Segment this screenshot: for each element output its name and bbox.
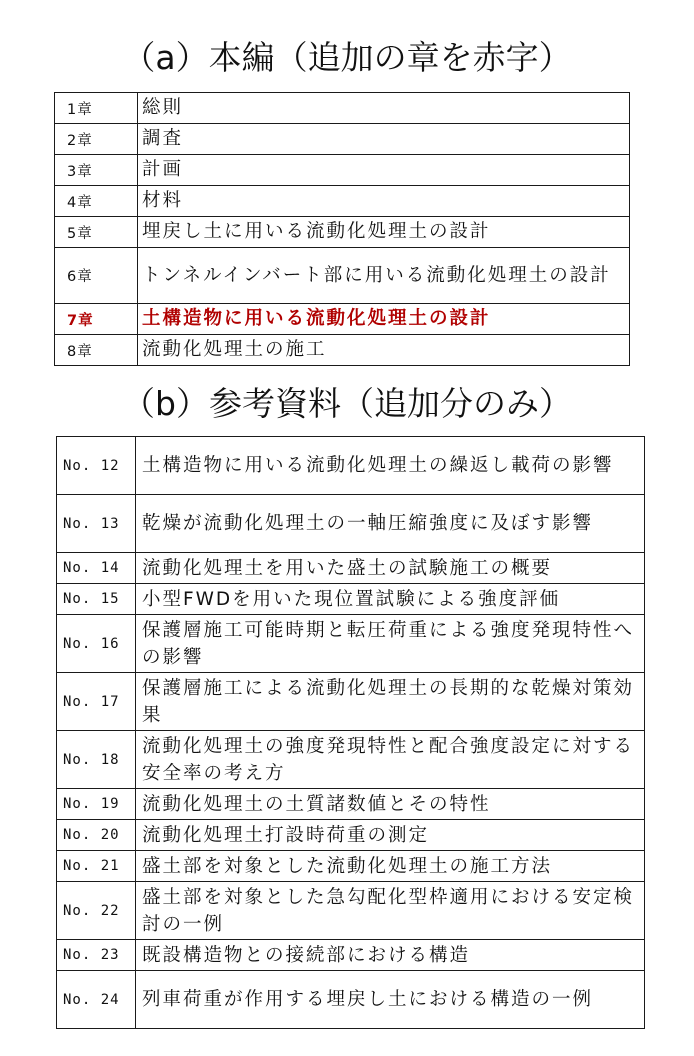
chapter-number: 1章 (55, 93, 138, 124)
table-row (57, 882, 645, 940)
table-row (57, 789, 645, 820)
reference-title: 盛土部を対象とした流動化処理土の施工方法 (136, 851, 645, 882)
reference-title: 保護層施工可能時期と転圧荷重による強度発現特性への影響 (136, 615, 645, 673)
table-row (57, 971, 645, 1029)
table-row (55, 155, 630, 186)
reference-title: 小型FWDを用いた現位置試験による強度評価 (136, 584, 645, 615)
reference-number: No. 24 (57, 971, 136, 1029)
chapter-number: 4章 (55, 186, 138, 217)
reference-number: No. 13 (57, 495, 136, 553)
table-row (57, 553, 645, 584)
table-row (57, 851, 645, 882)
chapter-number: 6章 (55, 248, 138, 304)
table-row (57, 731, 645, 789)
reference-title: 流動化処理土を用いた盛土の試験施工の概要 (136, 553, 645, 584)
table-row (55, 335, 630, 366)
reference-title: 盛土部を対象とした急勾配化型枠適用における安定検討の一例 (136, 882, 645, 940)
reference-number: No. 22 (57, 882, 136, 940)
chapter-table (54, 92, 630, 366)
reference-title: 流動化処理土の強度発現特性と配合強度設定に対する安全率の考え方 (136, 731, 645, 789)
reference-number: No. 14 (57, 553, 136, 584)
table-row (57, 495, 645, 553)
table-row (57, 437, 645, 495)
reference-number: No. 18 (57, 731, 136, 789)
chapter-title: 土構造物に用いる流動化処理土の設計 (138, 304, 630, 335)
chapter-title: 計画 (138, 155, 630, 186)
table-row (55, 186, 630, 217)
chapter-number: 7章 (55, 304, 138, 335)
chapter-title: トンネルインバート部に用いる流動化処理土の設計 (138, 248, 630, 304)
chapter-number: 3章 (55, 155, 138, 186)
table-row (57, 673, 645, 731)
table-row (55, 248, 630, 304)
chapter-title: 調査 (138, 124, 630, 155)
table-row (57, 584, 645, 615)
chapter-number: 5章 (55, 217, 138, 248)
chapter-title: 埋戻し土に用いる流動化処理土の設計 (138, 217, 630, 248)
table-row (57, 615, 645, 673)
chapter-title: 総則 (138, 93, 630, 124)
reference-number: No. 21 (57, 851, 136, 882)
chapter-title: 材料 (138, 186, 630, 217)
table-row-highlighted (55, 304, 630, 335)
reference-number: No. 17 (57, 673, 136, 731)
reference-number: No. 19 (57, 789, 136, 820)
reference-number: No. 23 (57, 940, 136, 971)
reference-title: 乾燥が流動化処理土の一軸圧縮強度に及ぼす影響 (136, 495, 645, 553)
reference-table (56, 436, 645, 1029)
table-row (55, 217, 630, 248)
reference-title: 保護層施工による流動化処理土の長期的な乾燥対策効果 (136, 673, 645, 731)
reference-number: No. 20 (57, 820, 136, 851)
reference-title: 流動化処理土の土質諸数値とその特性 (136, 789, 645, 820)
chapter-number: 8章 (55, 335, 138, 366)
section-a-heading: （a）本編（追加の章を赤字） (122, 38, 572, 77)
reference-title: 流動化処理土打設時荷重の測定 (136, 820, 645, 851)
reference-number: No. 15 (57, 584, 136, 615)
section-b-heading: （b）参考資料（追加分のみ） (122, 384, 572, 423)
chapter-title: 流動化処理土の施工 (138, 335, 630, 366)
reference-title: 列車荷重が作用する埋戻し土における構造の一例 (136, 971, 645, 1029)
reference-title: 既設構造物との接続部における構造 (136, 940, 645, 971)
reference-number: No. 12 (57, 437, 136, 495)
chapter-number: 2章 (55, 124, 138, 155)
table-row (57, 820, 645, 851)
table-row (55, 124, 630, 155)
table-row (55, 93, 630, 124)
reference-number: No. 16 (57, 615, 136, 673)
table-row (57, 940, 645, 971)
reference-title: 土構造物に用いる流動化処理土の繰返し載荷の影響 (136, 437, 645, 495)
